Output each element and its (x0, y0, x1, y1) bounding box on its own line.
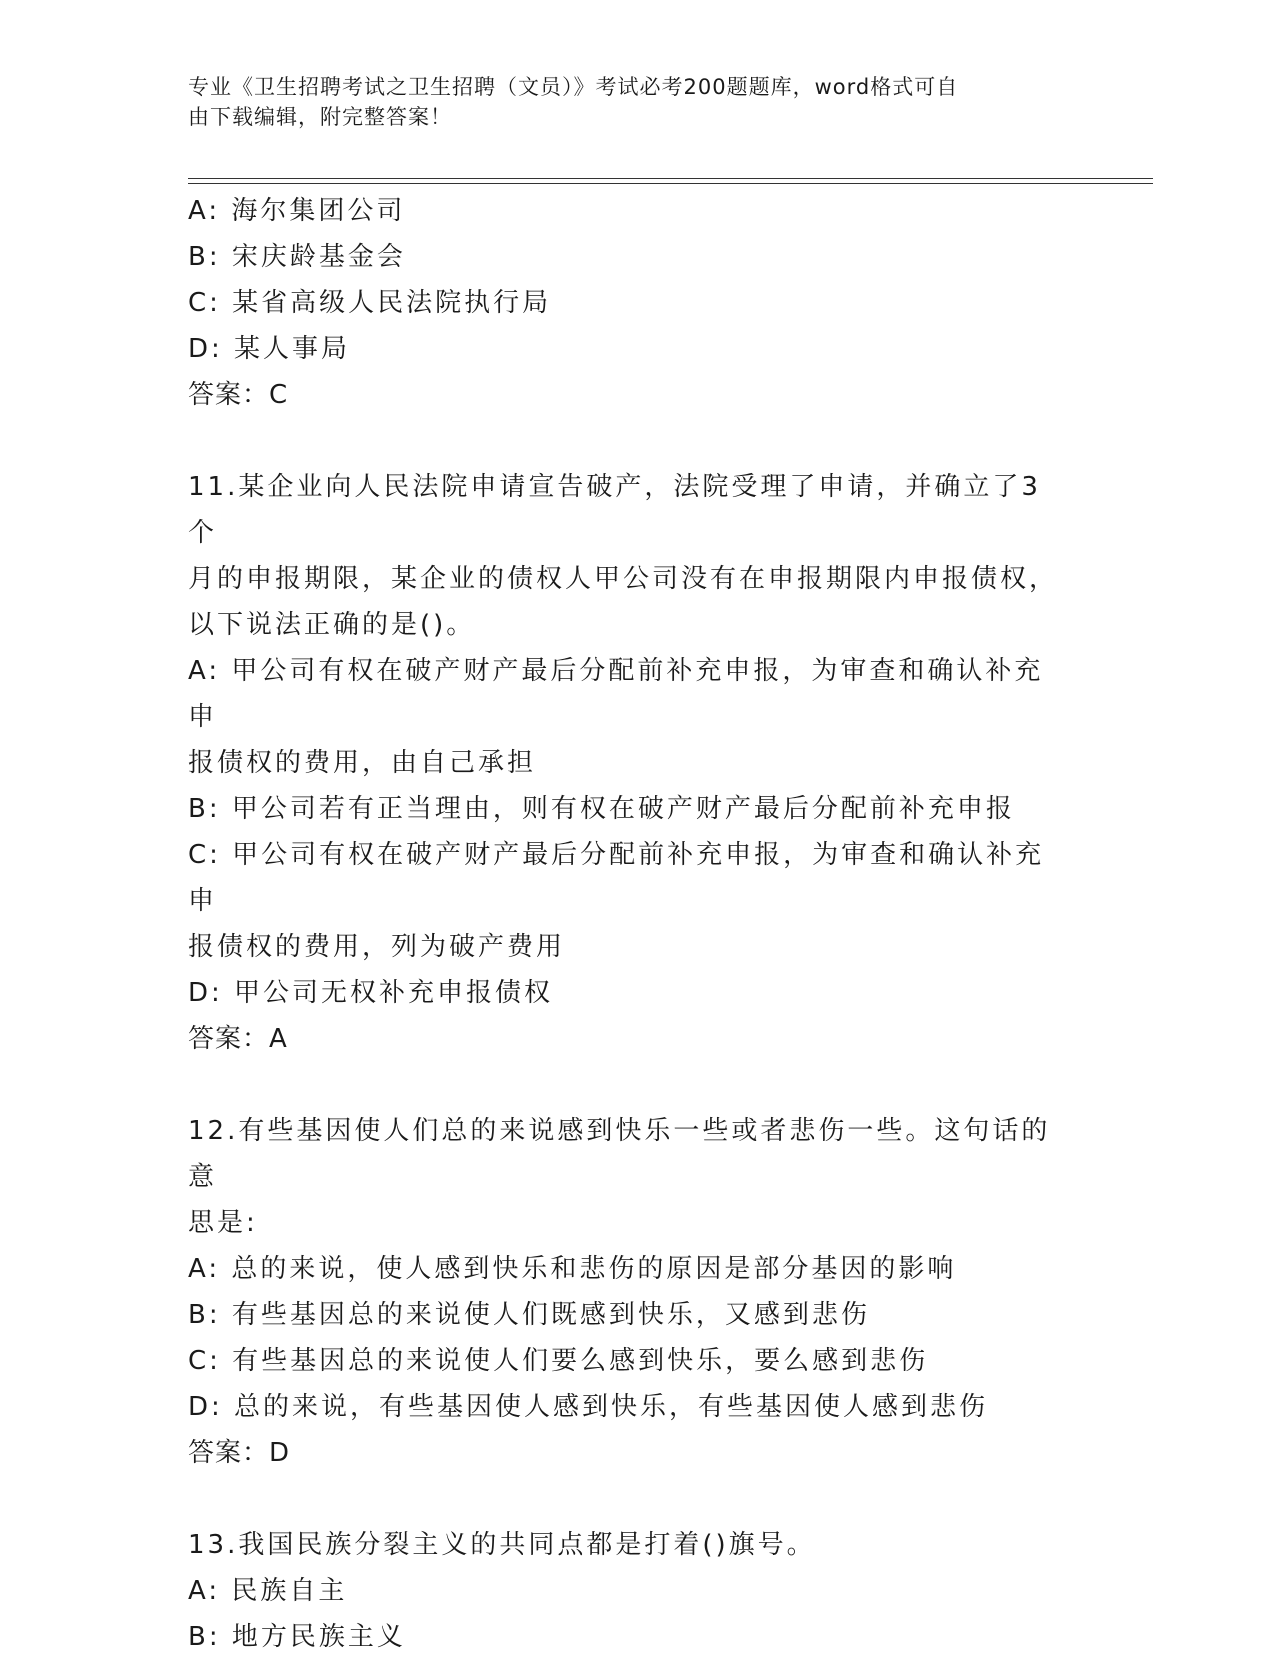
question-stem: 思是: (188, 1208, 258, 1238)
option-a: A: 海尔集团公司 (188, 196, 406, 226)
option-d: D: 总的来说，有些基因使人感到快乐，有些基因使人感到悲伤 (188, 1392, 989, 1422)
option-d: D: 甲公司无权补充申报债权 (188, 978, 554, 1008)
question-stem: 11.某企业向人民法院申请宣告破产，法院受理了申请，并确立了3个 (188, 472, 1041, 548)
option-c: C: 有些基因总的来说使人们要么感到快乐，要么感到悲伤 (188, 1346, 929, 1376)
spacer (188, 1476, 1068, 1522)
question-10 (188, 188, 1068, 418)
answer: 答案：C (188, 380, 289, 410)
option-c: C: 某省高级人民法院执行局 (188, 288, 552, 318)
question-13 (188, 1522, 1068, 1660)
question-12 (188, 1108, 1068, 1476)
question-11 (188, 464, 1068, 1062)
option-b: B: 地方民族主义 (188, 1622, 406, 1652)
option-d: D: 某人事局 (188, 334, 351, 364)
answer: 答案：A (188, 1024, 288, 1054)
question-stem: 月的申报期限，某企业的债权人甲公司没有在申报期限内申报债权， (188, 564, 1059, 594)
spacer (188, 1062, 1068, 1108)
option-b: B: 宋庆龄基金会 (188, 242, 406, 272)
header-divider-top (188, 178, 1153, 179)
document-body (188, 188, 1068, 1660)
header-line-1: 专业《卫生招聘考试之卫生招聘（文员）》考试必考200题题库，word格式可自 (188, 75, 959, 99)
option-b: B: 有些基因总的来说使人们既感到快乐，又感到悲伤 (188, 1300, 870, 1330)
answer: 答案：D (188, 1438, 291, 1468)
option-a: A: 甲公司有权在破产财产最后分配前补充申报，为审查和确认补充申 (188, 656, 1044, 732)
option-a: A: 民族自主 (188, 1576, 348, 1606)
option-a: 报债权的费用，由自己承担 (188, 748, 537, 778)
document-header (188, 72, 1068, 132)
header-divider-bottom (188, 183, 1153, 184)
question-stem: 13.我国民族分裂主义的共同点都是打着()旗号。 (188, 1530, 816, 1560)
option-c: C: 甲公司有权在破产财产最后分配前补充申报，为审查和确认补充申 (188, 840, 1045, 916)
option-a: A: 总的来说，使人感到快乐和悲伤的原因是部分基因的影响 (188, 1254, 957, 1284)
question-stem: 以下说法正确的是()。 (188, 610, 476, 640)
spacer (188, 418, 1068, 464)
option-b: B: 甲公司若有正当理由，则有权在破产财产最后分配前补充申报 (188, 794, 1015, 824)
header-line-2: 由下载编辑，附完整答案！ (188, 105, 452, 129)
option-c: 报债权的费用，列为破产费用 (188, 932, 566, 962)
question-stem: 12.有些基因使人们总的来说感到快乐一些或者悲伤一些。这句话的意 (188, 1116, 1051, 1192)
